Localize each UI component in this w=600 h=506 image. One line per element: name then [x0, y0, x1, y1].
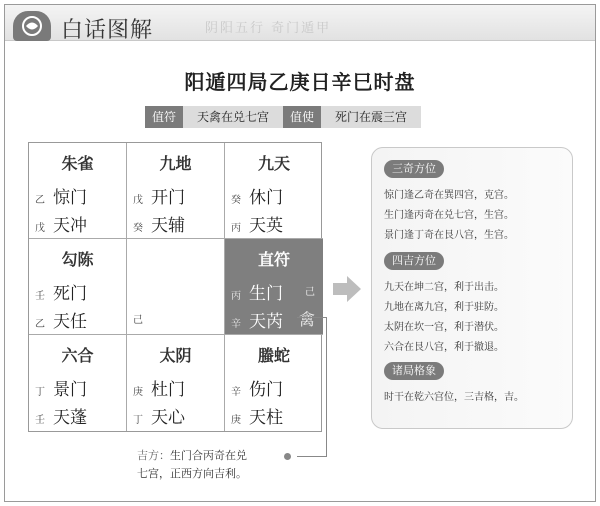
stem: 庚 [133, 387, 143, 398]
star: 天辅 [151, 216, 185, 236]
siji-line: 太阴在坎一宫，利于潜伏。 [384, 322, 504, 333]
deity-label: 六合 [61, 346, 94, 365]
header-band [5, 5, 595, 41]
stem: 壬 [35, 291, 45, 302]
stem: 辛 [231, 319, 241, 330]
zhifu-label: 值符 [145, 106, 183, 128]
door: 景门 [53, 380, 87, 400]
siji-line: 九地在离九宫，利于驻防。 [384, 302, 504, 313]
stem: 乙 [35, 319, 45, 330]
palace-xun-4 [29, 143, 127, 239]
siji-line: 六合在艮八宫，利于撤退。 [384, 342, 504, 353]
star: 天冲 [53, 216, 87, 236]
star: 天柱 [249, 408, 283, 428]
stem: 戊 [133, 195, 143, 206]
arrow-right-icon [333, 276, 361, 302]
door: 杜门 [151, 380, 185, 400]
stem: 辛 [231, 387, 241, 398]
stem: 丁 [35, 387, 45, 398]
deity-label: 太阴 [159, 346, 192, 365]
section-geju-title: 诸局格象 [384, 362, 444, 380]
info-bar [145, 106, 421, 128]
palace-gen-8 [29, 335, 127, 431]
star: 天蓬 [53, 408, 87, 428]
geju-line: 时干在乾六宫位，三吉格，吉。 [384, 392, 524, 403]
book-logo-icon [13, 11, 51, 41]
door: 死门 [53, 284, 87, 304]
note-line-2: 七宫，正西方向吉利。 [137, 467, 247, 480]
star: 天心 [151, 408, 185, 428]
deity-label: 九天 [257, 154, 290, 173]
stem: 乙 [35, 195, 45, 206]
stem: 己 [133, 315, 143, 326]
note-line-1: 生门合丙奇在兑 [170, 449, 247, 462]
stem: 丙 [231, 291, 241, 302]
palace-kun-2 [225, 143, 323, 239]
section-siji-title: 四吉方位 [384, 252, 444, 270]
stem: 戊 [35, 223, 45, 234]
section-title: 白话图解 [61, 18, 154, 43]
star: 天芮 [249, 312, 283, 332]
sanqi-line: 景门逢丁奇在艮八宫，生宫。 [384, 230, 514, 241]
auspicious-direction-note [137, 447, 297, 483]
star: 天任 [53, 312, 87, 332]
palace-li-9 [127, 143, 225, 239]
stem: 丙 [231, 223, 241, 234]
section-sanqi-title: 三奇方位 [384, 160, 444, 178]
callout-connector [297, 317, 327, 457]
analysis-panel [371, 147, 573, 429]
palace-kan-1 [127, 335, 225, 431]
door: 惊门 [53, 188, 87, 208]
callout-dot [284, 453, 291, 460]
note-label: 吉方： [137, 449, 170, 462]
stem: 癸 [231, 195, 241, 206]
deity-label: 朱雀 [61, 154, 94, 173]
deity-label: 螣蛇 [257, 346, 290, 365]
earth-stem: 己 [305, 287, 315, 298]
zhifu-value: 天禽在兑七宫 [183, 106, 283, 128]
star-qin: 禽 [298, 310, 315, 329]
sanqi-line: 生门逢丙奇在兑七宫，生宫。 [384, 210, 514, 221]
deity-label: 九地 [159, 154, 192, 173]
door: 开门 [151, 188, 185, 208]
zhishi-label: 值使 [283, 106, 321, 128]
door: 生门 [249, 284, 283, 304]
chart-title: 阳遁四局乙庚日辛巳时盘 [184, 70, 416, 94]
sanqi-line: 惊门逢乙奇在巽四宫，克宫。 [384, 190, 514, 201]
deity-label: 直符 [257, 250, 290, 269]
door: 伤门 [249, 380, 283, 400]
door: 休门 [249, 188, 283, 208]
palace-zhen-3 [29, 239, 127, 335]
palace-center-5 [127, 239, 225, 335]
deity-label: 勾陈 [61, 250, 94, 269]
star: 天英 [249, 216, 283, 236]
stem: 壬 [35, 415, 45, 426]
siji-line: 九天在坤二宫，利于出击。 [384, 282, 504, 293]
palace-grid [28, 142, 322, 432]
stem: 丁 [133, 415, 143, 426]
stem: 癸 [133, 223, 143, 234]
stem: 庚 [231, 415, 241, 426]
zhishi-value: 死门在震三宫 [321, 106, 421, 128]
header-watermark: 阴阳五行 奇门遁甲 [205, 21, 332, 36]
